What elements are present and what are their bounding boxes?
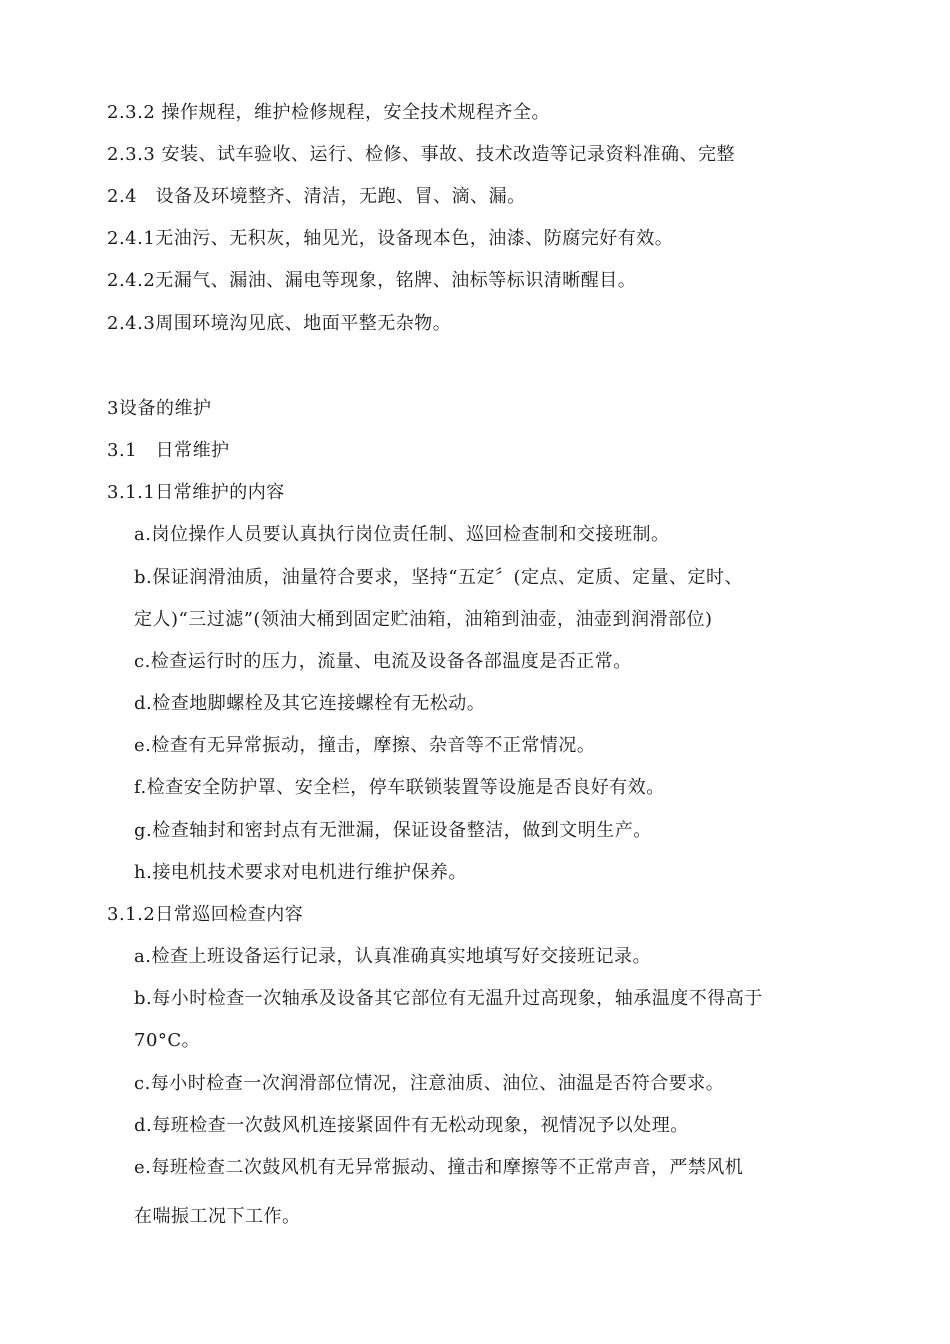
text-line-2-4-2: 2.4.2无漏气、漏油、漏电等现象，铭牌、油标等标识清晰醒目。 <box>107 270 637 291</box>
patrol-item-e-continued: 在喘振工况下工作。 <box>134 1206 301 1227</box>
text-line-2-4-3: 2.4.3周围环境沟见底、地面平整无杂物。 <box>107 313 452 334</box>
patrol-item-d: d.每班检查一次鼓风机连接紧固件有无松动现象，视情况予以处理。 <box>134 1115 689 1136</box>
patrol-item-b-continued: 70°C。 <box>134 1030 201 1051</box>
list-item-d: d.检查地脚螺栓及其它连接螺栓有无松动。 <box>134 693 486 714</box>
patrol-item-b: b.每小时检查一次轴承及设备其它部位有无温升过高现象，轴承温度不得高于 <box>134 988 763 1009</box>
text-line-2-3-3: 2.3.3 安装、试车验收、运行、检修、事故、技术改造等记录资料准确、完整 <box>107 144 736 165</box>
section-heading-3-1-1: 3.1.1日常维护的内容 <box>107 482 285 503</box>
section-heading-3: 3设备的维护 <box>107 398 212 419</box>
text-line-2-4-1: 2.4.1无油污、无积灰，轴见光，设备现本色，油漆、防腐完好有效。 <box>107 228 674 249</box>
list-item-c: c.检查运行时的压力，流量、电流及设备各部温度是否正常。 <box>134 651 632 672</box>
list-item-f: f.检查安全防护罩、安全栏，停车联锁装置等设施是否良好有效。 <box>134 777 665 798</box>
section-heading-3-1-2: 3.1.2日常巡回检查内容 <box>107 904 304 925</box>
list-item-g: g.检查轴封和密封点有无泄漏，保证设备整洁，做到文明生产。 <box>134 820 652 841</box>
patrol-item-e: e.每班检查二次鼓风机有无异常振动、撞击和摩擦等不正常声音，严禁风机 <box>134 1157 744 1178</box>
list-item-a: a.岗位操作人员要认真执行岗位责任制、巡回检查制和交接班制。 <box>134 524 670 545</box>
patrol-item-a: a.检查上班设备运行记录，认真准确真实地填写好交接班记录。 <box>134 946 651 967</box>
patrol-item-c: c.每小时检查一次润滑部位情况，注意油质、油位、油温是否符合要求。 <box>134 1073 725 1094</box>
list-item-b: b.保证润滑油质，油量符合要求，坚持“五定〞(定点、定质、定量、定时、 <box>134 567 743 588</box>
list-item-h: h.接电机技术要求对电机进行维护保养。 <box>134 862 467 883</box>
section-heading-3-1: 3.1 日常维护 <box>107 440 230 461</box>
list-item-e: e.检查有无异常振动，撞击，摩擦、杂音等不正常情况。 <box>134 735 596 756</box>
text-line-2-3-2: 2.3.2 操作规程，维护检修规程，安全技术规程齐全。 <box>107 102 551 123</box>
text-line-2-4: 2.4 设备及环境整齐、清洁，无跑、冒、滴、漏。 <box>107 186 526 207</box>
list-item-b-continued: 定人)“三过滤”(领油大桶到固定贮油箱，油箱到油壶，油壶到润滑部位) <box>134 609 713 630</box>
